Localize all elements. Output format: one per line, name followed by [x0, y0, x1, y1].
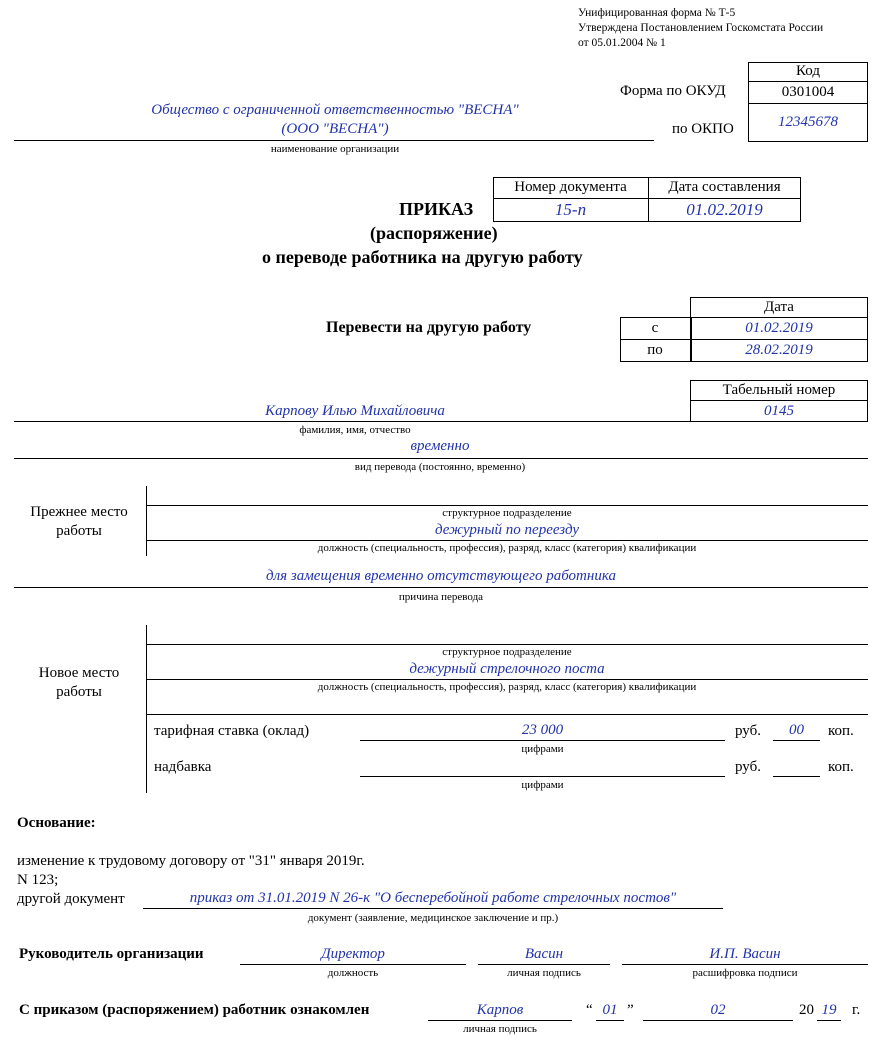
- new-workplace-label: [14, 664, 144, 702]
- ack-day: 01: [602, 1002, 618, 1018]
- ack-signature-caption: личная подпись: [463, 1023, 537, 1035]
- ack-label: С приказом (распоряжением) работник ознакомлен: [19, 1002, 370, 1018]
- other-doc-value: приказ от 31.01.2019 N 26-к "О бесперебойной работе стрелочных постов": [189, 890, 677, 906]
- prev-workplace-label: [14, 503, 144, 541]
- prev-label-line2: работы: [56, 523, 102, 539]
- reason-caption: причина перевода: [398, 591, 484, 603]
- to-label: по: [647, 342, 663, 358]
- transfer-label: Перевести на другую работу: [326, 319, 532, 336]
- head-signature-decode: И.П. Васин: [709, 946, 781, 962]
- rate-value: 23 000: [521, 722, 564, 738]
- doc-date-value: 01.02.2019: [686, 200, 763, 219]
- ack-quote-close: ”: [627, 1002, 634, 1018]
- ack-quote-open: “: [586, 1002, 593, 1018]
- to-date-value: 28.02.2019: [745, 342, 813, 358]
- form-header-line3: от 05.01.2004 № 1: [578, 37, 666, 49]
- bonus-rub-label: руб.: [735, 759, 761, 775]
- new-label-line1: Новое место: [38, 665, 120, 681]
- bonus-caption: цифрами: [521, 779, 564, 791]
- org-name-line1: Общество с ограниченной ответственностью "ВЕСНА": [151, 102, 519, 118]
- ack-year-g: г.: [852, 1002, 861, 1018]
- head-label: Руководитель организации: [19, 946, 204, 962]
- new-label-line2: работы: [56, 684, 102, 700]
- rate-kop-label: коп.: [828, 723, 854, 739]
- employee-name: Карпову Илью Михайловича: [265, 403, 445, 419]
- from-label: с: [651, 319, 659, 336]
- okpo-value: 12345678: [778, 114, 838, 130]
- head-signature-caption: личная подпись: [507, 967, 581, 979]
- org-name-line2: (ООО "ВЕСНА"): [281, 121, 389, 137]
- other-doc-caption: документ (заявление, медицинское заключение и пр.): [307, 912, 559, 924]
- prev-label-line1: Прежнее место: [30, 504, 128, 520]
- basis-title: Основание:: [17, 815, 96, 831]
- okud-value: 0301004: [781, 83, 835, 100]
- transfer-type-caption: вид перевода (постоянно, временно): [354, 461, 526, 473]
- head-position-caption: должность: [327, 967, 379, 979]
- okpo-label: по ОКПО: [672, 121, 734, 137]
- bonus-label: надбавка: [154, 759, 212, 775]
- basis-line2: N 123;: [17, 872, 59, 888]
- tab-number-value: 0145: [764, 402, 794, 419]
- ack-month: 02: [710, 1002, 726, 1018]
- ack-year-prefix: 20: [799, 1002, 814, 1018]
- employee-name-caption: фамилия, имя, отчество: [299, 424, 411, 436]
- form-header-line2: Утверждена Постановлением Госкомстата России: [578, 22, 824, 34]
- prev-unit-caption: структурное подразделение: [442, 507, 572, 519]
- head-decode-caption: расшифровка подписи: [692, 967, 798, 979]
- new-position-caption: должность (специальность, профессия), разряд, класс (категория) квалификации: [317, 681, 697, 693]
- okud-label: Форма по ОКУД: [620, 83, 726, 99]
- tab-number-label: Табельный номер: [722, 381, 836, 398]
- order-title: ПРИКАЗ: [399, 199, 474, 219]
- form-header-line1: Унифицированная форма № Т-5: [578, 7, 736, 19]
- rate-label: тарифная ставка (оклад): [154, 723, 310, 739]
- ack-year-suffix: 19: [821, 1002, 837, 1018]
- reason-value: для замещения временно отсутствующего работника: [266, 568, 616, 584]
- other-doc-label: другой документ: [17, 891, 125, 907]
- order-purpose: о переводе работника на другую работу: [262, 247, 583, 267]
- rate-kop-value: 00: [789, 722, 804, 738]
- new-position-value: дежурный стрелочного поста: [409, 661, 605, 677]
- from-date-value: 01.02.2019: [745, 319, 813, 336]
- head-position-value: Директор: [321, 946, 385, 962]
- bonus-kop-label: коп.: [828, 759, 854, 775]
- order-subtitle: (распоряжение): [370, 223, 498, 243]
- doc-number-value: 15-п: [554, 200, 587, 219]
- transfer-type-value: временно: [410, 438, 470, 454]
- kod-header: Код: [796, 63, 820, 79]
- prev-position-value: дежурный по переезду: [434, 522, 580, 538]
- date-header: Дата: [764, 298, 794, 315]
- rate-rub-label: руб.: [735, 723, 761, 739]
- new-unit-caption: структурное подразделение: [442, 646, 572, 658]
- basis-line1: изменение к трудовому договору от "31" января 2019г.: [17, 853, 365, 869]
- doc-date-label: Дата составления: [668, 179, 781, 195]
- rate-caption: цифрами: [521, 743, 564, 755]
- form-header: [578, 6, 823, 51]
- doc-number-label: Номер документа: [514, 179, 627, 195]
- prev-position-caption: должность (специальность, профессия), разряд, класс (категория) квалификации: [317, 542, 697, 554]
- org-name-caption: наименование организации: [270, 143, 400, 155]
- ack-signature: Карпов: [476, 1002, 524, 1018]
- head-signature: Васин: [524, 946, 564, 962]
